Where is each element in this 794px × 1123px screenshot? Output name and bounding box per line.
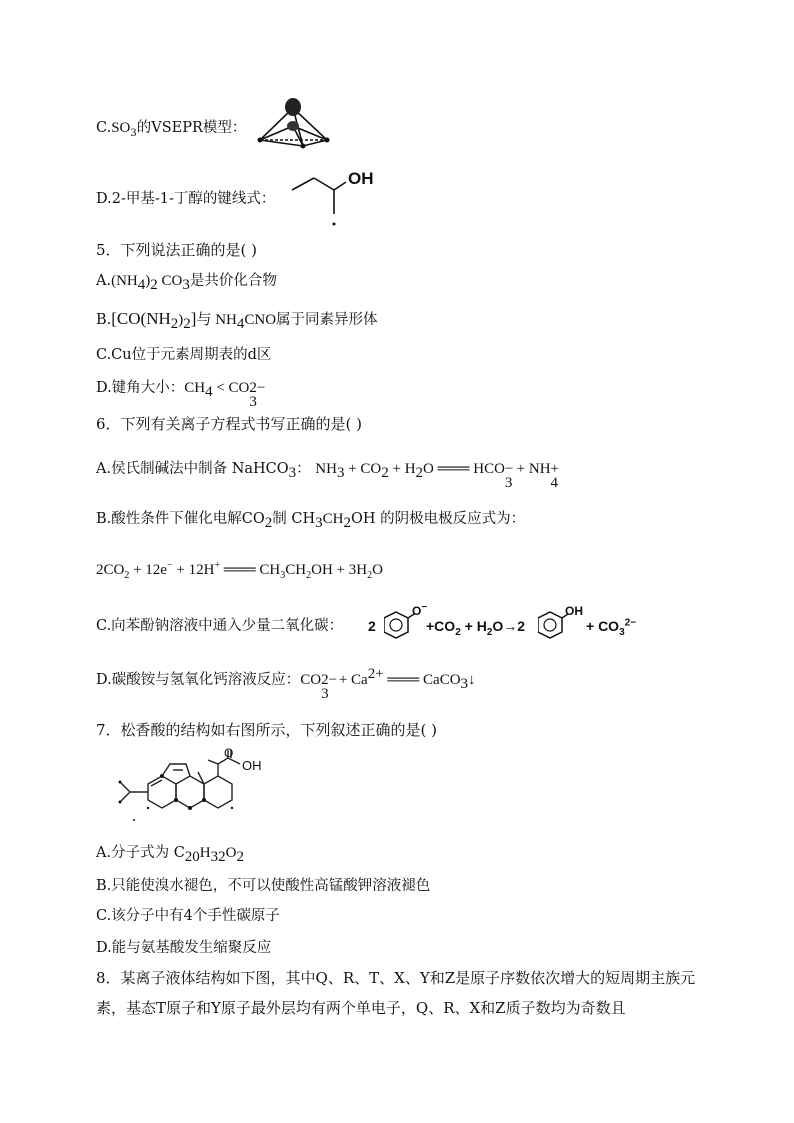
option-7d: D.能与氨基酸发生缩聚反应 (96, 940, 272, 956)
question-6-stem: 6．下列有关离子方程式书写正确的是( ) (96, 415, 363, 433)
vsepr-model-figure (255, 96, 335, 154)
option-6d: D.碳酸铵与氢氧化钙溶液反应：CO 2− 3 + $Ca^{2+}$ ═══ CaCO$_3$↓ (96, 666, 476, 702)
option-6b-equation: $2CO_2 + 12e^- + 12H^+$ ═══ $CH_3CH_2OH + 3H_2O$ (96, 560, 383, 581)
option-7b: B.只能使溴水褪色，不可以使酸性高锰酸钾溶液褪色 (96, 878, 431, 894)
skeletal-formula-figure (288, 164, 388, 230)
oh-label: OH (348, 169, 374, 188)
option-5d: D.键角大小：$CH_4$ < CO 2− 3 (96, 380, 266, 410)
option-6c: C.向苯酚钠溶液中通入少量二氧化碳： (96, 618, 344, 634)
option-4d: D.2-甲基-1-丁醇的键线式： (96, 191, 276, 207)
option-4c: $C.SO_3$的VSEPR模型： (96, 120, 247, 139)
option-5b: $B.[CO(NH_2)_2]$与 $NH_4CNO$属于同素异形体 (96, 309, 378, 332)
abietic-acid-structure-figure (100, 748, 270, 834)
option-5a: $A.(NH_4)_2$ $CO_3$是共价化合物 (96, 273, 277, 293)
option-5c: C.Cu位于元素周期表的d区 (96, 347, 272, 363)
question-8-stem: 8．某离子液体结构如下图，其中Q、R、T、X、Y和Z是原子序数依次增大的短周期主族元素，基态T原子和Y原子最外层均有两个单电子，Q、R、X和Z质子数均为奇数且 (96, 969, 696, 1017)
carbonyl-o-label: O (224, 748, 234, 760)
option-7c: C.该分子中有4个手性碳原子 (96, 908, 280, 924)
question-5-stem: 5．下列说法正确的是( ) (96, 241, 258, 259)
option-6a: A.侯氏制碱法中制备 NaHCO$_3$： $NH_3 + CO_2 + H_2O$ ═══ HCO − 3 + NH + 4 (96, 461, 560, 491)
question-7-stem: 7．松香酸的结构如右图所示，下列叙述正确的是( ) (96, 721, 438, 739)
hydroxyl-label: OH (242, 758, 262, 773)
option-6b: B.酸性条件下催化电解$CO_2$制 $CH_3CH_2OH$ 的阴极电极反应式为： (96, 511, 526, 531)
option-7a: A.分子式为 $C_{20}H_{32}O_2$ (96, 845, 244, 865)
